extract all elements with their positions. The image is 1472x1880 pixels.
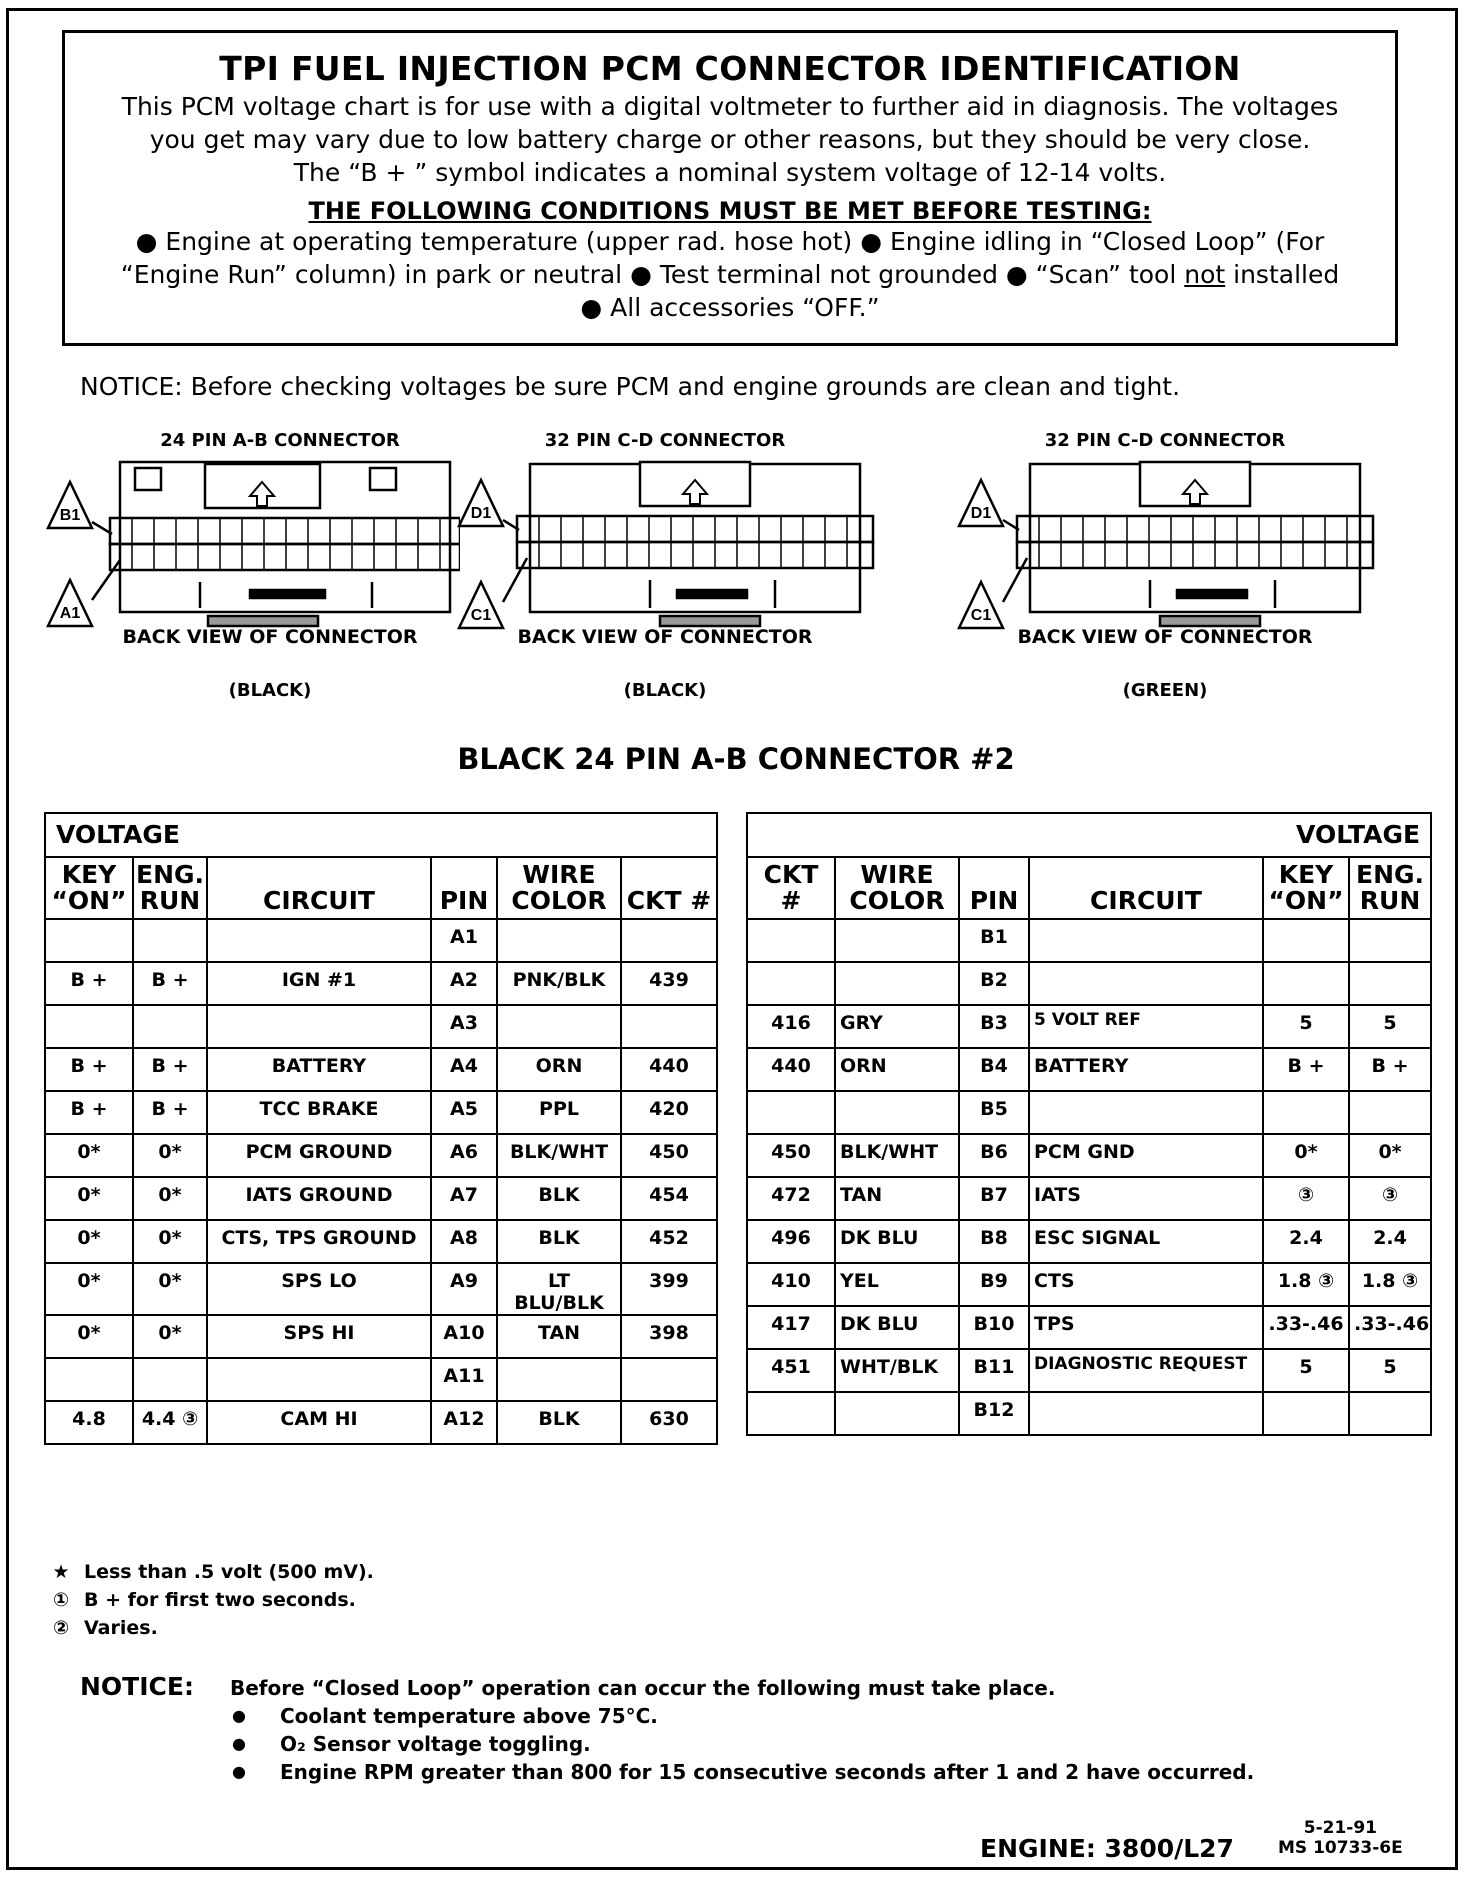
table-row — [747, 1349, 1431, 1392]
cell-wire — [835, 1392, 959, 1435]
cell-circuit: BATTERY — [207, 1048, 431, 1091]
cell-ckt: 496 — [747, 1220, 835, 1263]
cell-eng_run: 0* — [133, 1177, 207, 1220]
cell-wire: BLK/WHT — [497, 1134, 621, 1177]
notice-item: ● Coolant temperature above 75°C. — [230, 1702, 1254, 1730]
cell-key_on: B + — [45, 962, 133, 1005]
cell-wire: WHT/BLK — [835, 1349, 959, 1392]
cell-eng_run: B + — [133, 1091, 207, 1134]
col-wire-color: WIRE COLOR — [835, 857, 959, 919]
cell-pin: B4 — [959, 1048, 1029, 1091]
table-row — [45, 1177, 717, 1220]
cell-eng_run: 0* — [133, 1220, 207, 1263]
cell-pin: A6 — [431, 1134, 497, 1177]
cell-circuit: 5 VOLT REF — [1029, 1005, 1263, 1048]
connector-color-label: (GREEN) — [1122, 680, 1208, 701]
cell-eng_run: 1.8 ③ — [1349, 1263, 1431, 1306]
cell-wire: PNK/BLK — [497, 962, 621, 1005]
cell-circuit: BATTERY — [1029, 1048, 1263, 1091]
voltage-header: VOLTAGE — [747, 813, 1431, 857]
cell-eng_run — [1349, 962, 1431, 1005]
pin-label-d1: D1 — [470, 505, 492, 522]
col-wire-color: WIRE COLOR — [497, 857, 621, 919]
cell-pin: B6 — [959, 1134, 1029, 1177]
intro-line: The “B + ” symbol indicates a nominal system voltage of 12-14 volts. — [293, 158, 1167, 187]
cell-wire: ORN — [497, 1048, 621, 1091]
doc-date: 5-21-91 — [1303, 1818, 1377, 1838]
notice-label: NOTICE: — [80, 1672, 194, 1701]
cell-wire — [835, 1091, 959, 1134]
table-row — [747, 962, 1431, 1005]
cell-circuit: TPS — [1029, 1306, 1263, 1349]
cell-circuit: IGN #1 — [207, 962, 431, 1005]
cell-eng_run: 4.4 ③ — [133, 1401, 207, 1444]
cell-ckt: 450 — [621, 1134, 717, 1177]
cell-key_on — [1263, 919, 1349, 962]
cell-eng_run: 0* — [133, 1315, 207, 1358]
table-row — [747, 919, 1431, 962]
cell-key_on: 0* — [45, 1263, 133, 1315]
col-circuit: CIRCUIT — [207, 857, 431, 919]
col-circuit: CIRCUIT — [1029, 857, 1263, 919]
connector-view-label: BACK VIEW OF CONNECTOR — [1017, 626, 1313, 648]
cell-key_on: 0* — [45, 1315, 133, 1358]
cell-circuit — [1029, 919, 1263, 962]
connector-32pin-diagram — [455, 452, 875, 632]
cell-eng_run: 2.4 — [1349, 1220, 1431, 1263]
cell-eng_run — [1349, 919, 1431, 962]
cell-ckt — [747, 962, 835, 1005]
pin-label-d1: D1 — [970, 505, 992, 522]
col-key-on: KEY “ON” — [45, 857, 133, 919]
cell-pin: A3 — [431, 1005, 497, 1048]
closed-loop-notice — [230, 1674, 1254, 1786]
table-row — [45, 1220, 717, 1263]
cell-eng_run: 0* — [133, 1263, 207, 1315]
cell-pin: B10 — [959, 1306, 1029, 1349]
cell-eng_run: 5 — [1349, 1349, 1431, 1392]
cell-pin: B8 — [959, 1220, 1029, 1263]
cell-key_on: 4.8 — [45, 1401, 133, 1444]
cell-pin: B5 — [959, 1091, 1029, 1134]
cell-key_on: B + — [45, 1091, 133, 1134]
condition-line: “Engine Run” column) in park or neutral ● Test terminal not grounded ● “Scan” tool not installed — [120, 260, 1340, 289]
cell-key_on: B + — [1263, 1048, 1349, 1091]
cell-pin: A9 — [431, 1263, 497, 1315]
cell-key_on: 0* — [1263, 1134, 1349, 1177]
cell-wire: GRY — [835, 1005, 959, 1048]
cell-wire — [497, 919, 621, 962]
cell-circuit — [1029, 1392, 1263, 1435]
table-row — [45, 1401, 717, 1444]
cell-wire: BLK — [497, 1220, 621, 1263]
cell-wire: BLK — [497, 1401, 621, 1444]
cell-key_on: 0* — [45, 1134, 133, 1177]
footnotes — [42, 1558, 374, 1642]
table-row — [747, 1263, 1431, 1306]
pin-label-c1: C1 — [470, 607, 492, 624]
connector-title: 24 PIN A-B CONNECTOR — [160, 430, 400, 451]
cell-ckt — [747, 1392, 835, 1435]
cell-key_on: 0* — [45, 1177, 133, 1220]
cell-circuit: IATS — [1029, 1177, 1263, 1220]
cell-pin: A4 — [431, 1048, 497, 1091]
col-key-on: KEY “ON” — [1263, 857, 1349, 919]
cell-pin: B2 — [959, 962, 1029, 1005]
cell-pin: A8 — [431, 1220, 497, 1263]
cell-ckt — [747, 1091, 835, 1134]
table-row — [747, 1005, 1431, 1048]
cell-ckt: 439 — [621, 962, 717, 1005]
cell-eng_run: 0* — [133, 1134, 207, 1177]
condition-line: ● All accessories “OFF.” — [580, 293, 880, 322]
cell-pin: B1 — [959, 919, 1029, 962]
connector-32pin-green-diagram — [955, 452, 1375, 632]
footnote: ② Varies. — [52, 1617, 158, 1639]
cell-eng_run — [133, 919, 207, 962]
footnote: ① B + for first two seconds. — [52, 1589, 356, 1611]
cell-circuit — [1029, 1091, 1263, 1134]
engine-label: ENGINE: 3800/L27 — [980, 1834, 1234, 1863]
cell-pin: A2 — [431, 962, 497, 1005]
cell-key_on — [45, 1005, 133, 1048]
notice-intro: Before “Closed Loop” operation can occur the following must take place. — [230, 1676, 1056, 1700]
condition-line: ● Engine at operating temperature (upper rad. hose hot) ● Engine idling in “Closed Loop” (For — [135, 227, 1325, 256]
cell-circuit — [207, 1358, 431, 1401]
cell-pin: B3 — [959, 1005, 1029, 1048]
table-row — [45, 1358, 717, 1401]
table-row — [45, 1134, 717, 1177]
document-title: TPI FUEL INJECTION PCM CONNECTOR IDENTIFICATION — [219, 49, 1241, 88]
cell-key_on: .33-.46 — [1263, 1306, 1349, 1349]
cell-key_on: B + — [45, 1048, 133, 1091]
cell-wire — [835, 919, 959, 962]
col-ckt: CKT # — [747, 857, 835, 919]
table-row — [45, 1048, 717, 1091]
cell-pin: A1 — [431, 919, 497, 962]
intro-line: you get may vary due to low battery charge or other reasons, but they should be very close. — [149, 125, 1311, 154]
cell-eng_run: B + — [1349, 1048, 1431, 1091]
left-voltage-table — [44, 812, 718, 1445]
connector-title: 32 PIN C-D CONNECTOR — [544, 430, 786, 451]
cell-circuit: CTS — [1029, 1263, 1263, 1306]
connector-24pin-black — [40, 430, 460, 720]
col-eng-run: ENG. RUN — [133, 857, 207, 919]
cell-circuit — [1029, 962, 1263, 1005]
doc-number: MS 10733-6E — [1278, 1838, 1403, 1858]
cell-circuit: CTS, TPS GROUND — [207, 1220, 431, 1263]
cell-key_on: 5 — [1263, 1349, 1349, 1392]
cell-pin: B11 — [959, 1349, 1029, 1392]
cell-key_on: 5 — [1263, 1005, 1349, 1048]
doc-info — [1278, 1818, 1403, 1858]
cell-ckt: 440 — [621, 1048, 717, 1091]
cell-ckt: 398 — [621, 1315, 717, 1358]
cell-ckt: 420 — [621, 1091, 717, 1134]
cell-wire: YEL — [835, 1263, 959, 1306]
cell-circuit: TCC BRAKE — [207, 1091, 431, 1134]
col-pin: PIN — [959, 857, 1029, 919]
cell-pin: B7 — [959, 1177, 1029, 1220]
cell-eng_run: ③ — [1349, 1177, 1431, 1220]
cell-ckt: 440 — [747, 1048, 835, 1091]
cell-ckt: 410 — [747, 1263, 835, 1306]
pin-label-b1: B1 — [59, 507, 81, 524]
notice-item: ● Engine RPM greater than 800 for 15 consecutive seconds after 1 and 2 have occurred. — [230, 1758, 1254, 1786]
cell-ckt: 630 — [621, 1401, 717, 1444]
intro-text — [65, 90, 1395, 189]
cell-key_on — [45, 1358, 133, 1401]
connector-view-label: BACK VIEW OF CONNECTOR — [517, 626, 813, 648]
cell-key_on: ③ — [1263, 1177, 1349, 1220]
cell-circuit: IATS GROUND — [207, 1177, 431, 1220]
cell-wire — [497, 1358, 621, 1401]
cell-key_on: 1.8 ③ — [1263, 1263, 1349, 1306]
cell-ckt: 452 — [621, 1220, 717, 1263]
cell-circuit: CAM HI — [207, 1401, 431, 1444]
cell-wire: TAN — [497, 1315, 621, 1358]
cell-pin: A11 — [431, 1358, 497, 1401]
col-pin: PIN — [431, 857, 497, 919]
cell-eng_run — [1349, 1091, 1431, 1134]
cell-wire: DK BLU — [835, 1220, 959, 1263]
notice-grounds: NOTICE: Before checking voltages be sure PCM and engine grounds are clean and tight. — [80, 372, 1181, 401]
col-ckt: CKT # — [621, 857, 717, 919]
cell-key_on — [45, 919, 133, 962]
table-row — [45, 919, 717, 962]
table-row — [747, 1048, 1431, 1091]
connector-24pin-diagram — [40, 452, 460, 632]
cell-ckt: 472 — [747, 1177, 835, 1220]
table-row — [747, 1177, 1431, 1220]
connector-32pin-black — [455, 430, 875, 720]
cell-wire: BLK — [497, 1177, 621, 1220]
cell-circuit: PCM GROUND — [207, 1134, 431, 1177]
table-row — [747, 1392, 1431, 1435]
cell-pin: A7 — [431, 1177, 497, 1220]
cell-eng_run: .33-.46 — [1349, 1306, 1431, 1349]
header-box — [62, 30, 1398, 346]
cell-circuit: SPS HI — [207, 1315, 431, 1358]
cell-circuit: DIAGNOSTIC REQUEST — [1029, 1349, 1263, 1392]
cell-pin: B12 — [959, 1392, 1029, 1435]
conditions-list — [65, 225, 1395, 324]
cell-ckt — [621, 919, 717, 962]
table-row — [747, 1306, 1431, 1349]
cell-eng_run: 5 — [1349, 1005, 1431, 1048]
cell-wire: DK BLU — [835, 1306, 959, 1349]
col-eng-run: ENG. RUN — [1349, 857, 1431, 919]
cell-ckt: 451 — [747, 1349, 835, 1392]
voltage-header: VOLTAGE — [45, 813, 717, 857]
table-row — [747, 1220, 1431, 1263]
table-row — [45, 1005, 717, 1048]
notice-item: ● O₂ Sensor voltage toggling. — [230, 1730, 1254, 1758]
table-row — [45, 1315, 717, 1358]
cell-circuit: SPS LO — [207, 1263, 431, 1315]
cell-wire — [835, 962, 959, 1005]
cell-ckt — [747, 919, 835, 962]
cell-eng_run: 0* — [1349, 1134, 1431, 1177]
table-row — [747, 1091, 1431, 1134]
cell-ckt — [621, 1005, 717, 1048]
table-row — [747, 1134, 1431, 1177]
cell-key_on — [1263, 1392, 1349, 1435]
cell-ckt: 416 — [747, 1005, 835, 1048]
cell-wire: TAN — [835, 1177, 959, 1220]
cell-eng_run — [133, 1005, 207, 1048]
cell-wire: ORN — [835, 1048, 959, 1091]
cell-wire: LT BLU/BLK — [497, 1263, 621, 1315]
pin-label-c1: C1 — [970, 607, 992, 624]
cell-ckt: 399 — [621, 1263, 717, 1315]
cell-eng_run — [1349, 1392, 1431, 1435]
table-row — [45, 1263, 717, 1315]
conditions-heading: THE FOLLOWING CONDITIONS MUST BE MET BEFORE TESTING: — [308, 197, 1152, 225]
cell-pin: A5 — [431, 1091, 497, 1134]
cell-wire: PPL — [497, 1091, 621, 1134]
cell-eng_run — [133, 1358, 207, 1401]
table-row — [45, 962, 717, 1005]
connector-color-label: (BLACK) — [228, 680, 312, 701]
cell-eng_run: B + — [133, 962, 207, 1005]
cell-circuit — [207, 919, 431, 962]
table-row — [45, 1091, 717, 1134]
right-table-body — [747, 919, 1431, 1435]
cell-pin: B9 — [959, 1263, 1029, 1306]
cell-pin: A10 — [431, 1315, 497, 1358]
pin-label-a1: A1 — [59, 605, 81, 622]
right-voltage-table — [746, 812, 1432, 1436]
cell-circuit: ESC SIGNAL — [1029, 1220, 1263, 1263]
cell-key_on — [1263, 962, 1349, 1005]
footnote: ★ Less than .5 volt (500 mV). — [52, 1561, 374, 1583]
cell-circuit: PCM GND — [1029, 1134, 1263, 1177]
cell-circuit — [207, 1005, 431, 1048]
intro-line: This PCM voltage chart is for use with a digital voltmeter to further aid in diagnosis. The voltages — [121, 92, 1339, 121]
cell-key_on: 2.4 — [1263, 1220, 1349, 1263]
cell-ckt: 454 — [621, 1177, 717, 1220]
cell-ckt: 417 — [747, 1306, 835, 1349]
cell-ckt — [621, 1358, 717, 1401]
connector-color-label: (BLACK) — [623, 680, 707, 701]
cell-wire — [497, 1005, 621, 1048]
cell-ckt: 450 — [747, 1134, 835, 1177]
connector-view-label: BACK VIEW OF CONNECTOR — [122, 626, 418, 648]
cell-pin: A12 — [431, 1401, 497, 1444]
cell-wire: BLK/WHT — [835, 1134, 959, 1177]
connector-32pin-green — [955, 430, 1375, 720]
connector-title: 32 PIN C-D CONNECTOR — [1044, 430, 1286, 451]
cell-key_on: 0* — [45, 1220, 133, 1263]
table-title: BLACK 24 PIN A-B CONNECTOR #2 — [457, 742, 1015, 776]
cell-eng_run: B + — [133, 1048, 207, 1091]
cell-key_on — [1263, 1091, 1349, 1134]
left-table-body — [45, 919, 717, 1444]
